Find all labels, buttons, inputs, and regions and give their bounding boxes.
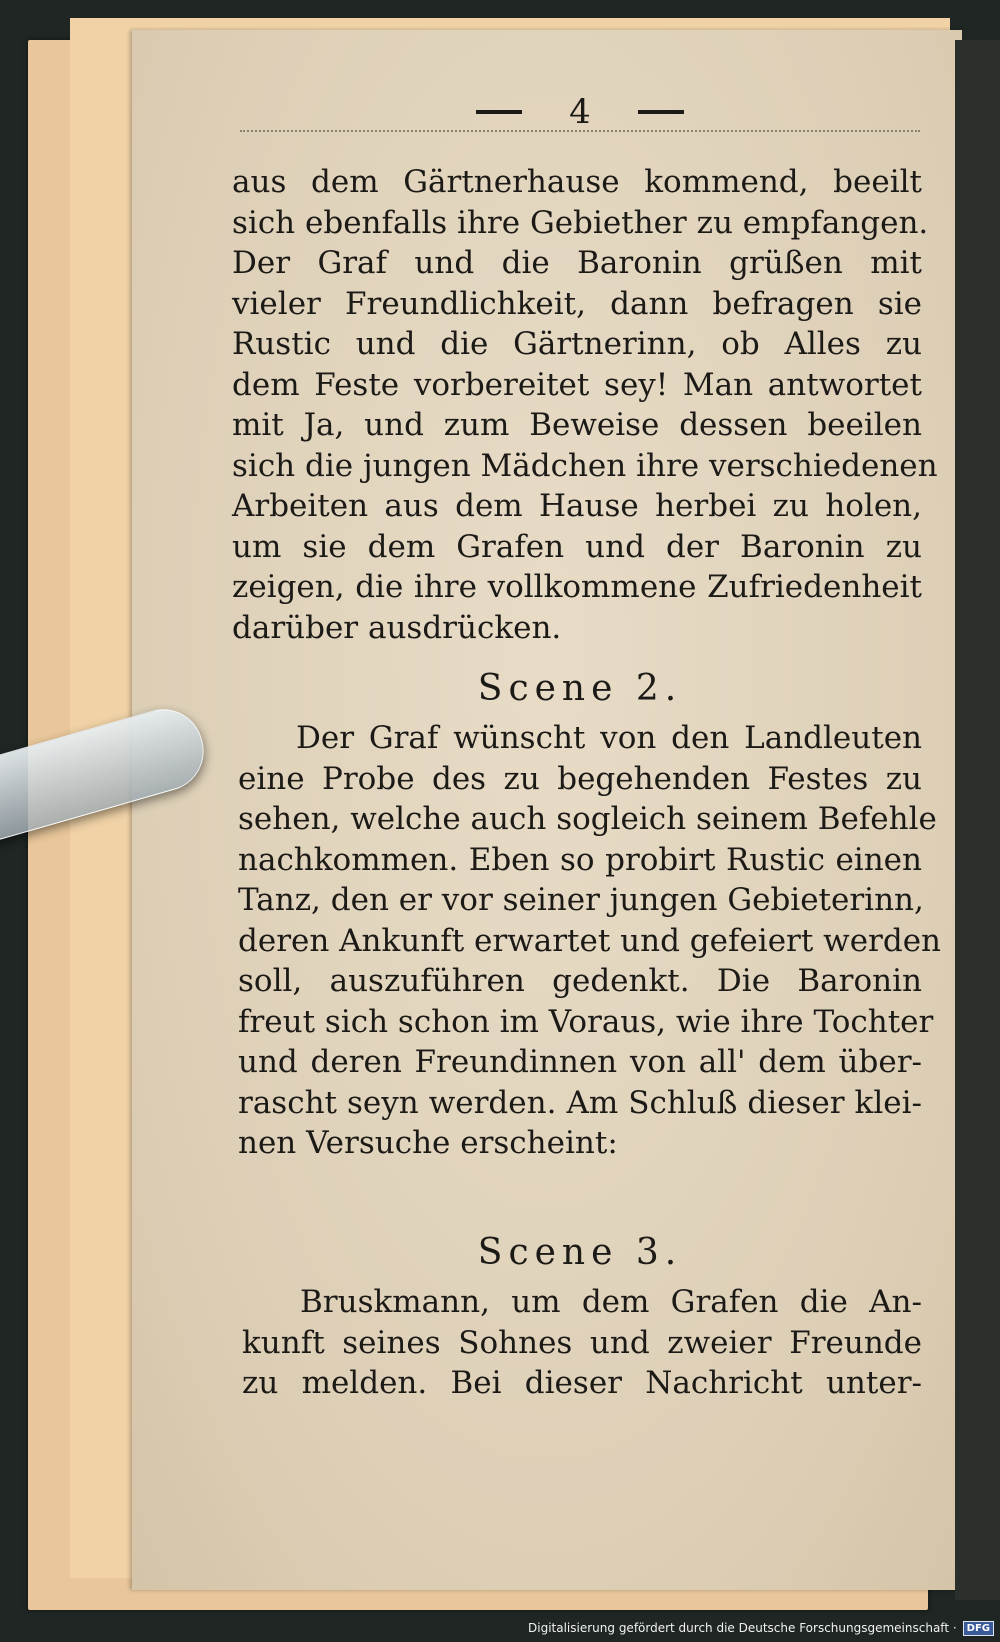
scene-3-title: Scene 3. — [477, 1232, 683, 1273]
book-cover-edge — [955, 40, 1000, 1600]
text-line: Arbeiten aus dem Hause herbei zu holen, — [232, 488, 922, 524]
dfg-logo: DFG — [963, 1621, 994, 1636]
header-rule — [240, 130, 920, 132]
scene-2-text — [238, 718, 942, 1164]
text-line: Rustic und die Gärtnerinn, ob Alles zu — [232, 326, 922, 362]
text-line: mit Ja, und zum Beweise dessen beeilen — [232, 407, 922, 443]
text-line: vieler Freundlichkeit, dann befragen sie — [232, 285, 922, 322]
text-line: sich die jungen Mädchen ihre verschiedenen — [232, 447, 938, 484]
text-line: Bruskmann, um dem Grafen die An- — [300, 1284, 922, 1320]
text-line: Tanz, den er vor seiner jungen Gebieterinn, — [238, 882, 924, 918]
text-line: und deren Freundinnen von all' dem über- — [238, 1044, 922, 1080]
footer-text: Digitalisierung gefördert durch die Deutsche Forschungsgemeinschaft · — [528, 1621, 957, 1635]
text-line: Der Graf wünscht von den Landleuten — [296, 720, 922, 756]
header-dash-left — [476, 110, 522, 114]
text-line: darüber ausdrücken. — [232, 609, 562, 646]
text-line: rascht seyn werden. Am Schluß dieser klei- — [238, 1084, 922, 1121]
text-line: nen Versuche erscheint: — [238, 1125, 618, 1161]
scene-3-text — [242, 1282, 922, 1404]
text-line: nachkommen. Eben so probirt Rustic einen — [238, 841, 922, 878]
text-line: um sie dem Grafen und der Baronin zu — [232, 528, 922, 565]
footer-credit — [528, 1618, 994, 1638]
text-line: aus dem Gärtnerhause kommend, beeilt — [232, 164, 922, 200]
text-line: soll, auszuführen gedenkt. Die Baronin — [238, 963, 922, 999]
page-number: 4 — [569, 92, 591, 132]
paragraph-1 — [232, 162, 938, 648]
scene-2-title: Scene 2. — [477, 668, 683, 709]
text-line: dem Feste vorbereitet sey! Man antwortet — [232, 366, 922, 403]
header-dash-right — [638, 110, 684, 114]
text-line: freut sich schon im Voraus, wie ihre Tochter — [238, 1003, 934, 1040]
text-line: deren Ankunft erwartet und gefeiert werden — [238, 922, 942, 959]
text-line: sehen, welche auch sogleich seinem Befehle — [238, 801, 937, 837]
text-line: kunft seines Sohnes und zweier Freunde — [242, 1324, 922, 1361]
text-line: eine Probe des zu begehenden Festes zu — [238, 760, 922, 797]
text-line: Der Graf und die Baronin grüßen mit — [232, 245, 922, 281]
text-line: sich ebenfalls ihre Gebiether zu empfangen. — [232, 204, 929, 241]
text-line: zeigen, die ihre vollkommene Zufriedenheit — [232, 569, 922, 605]
text-line: zu melden. Bei dieser Nachricht unter- — [242, 1365, 922, 1401]
